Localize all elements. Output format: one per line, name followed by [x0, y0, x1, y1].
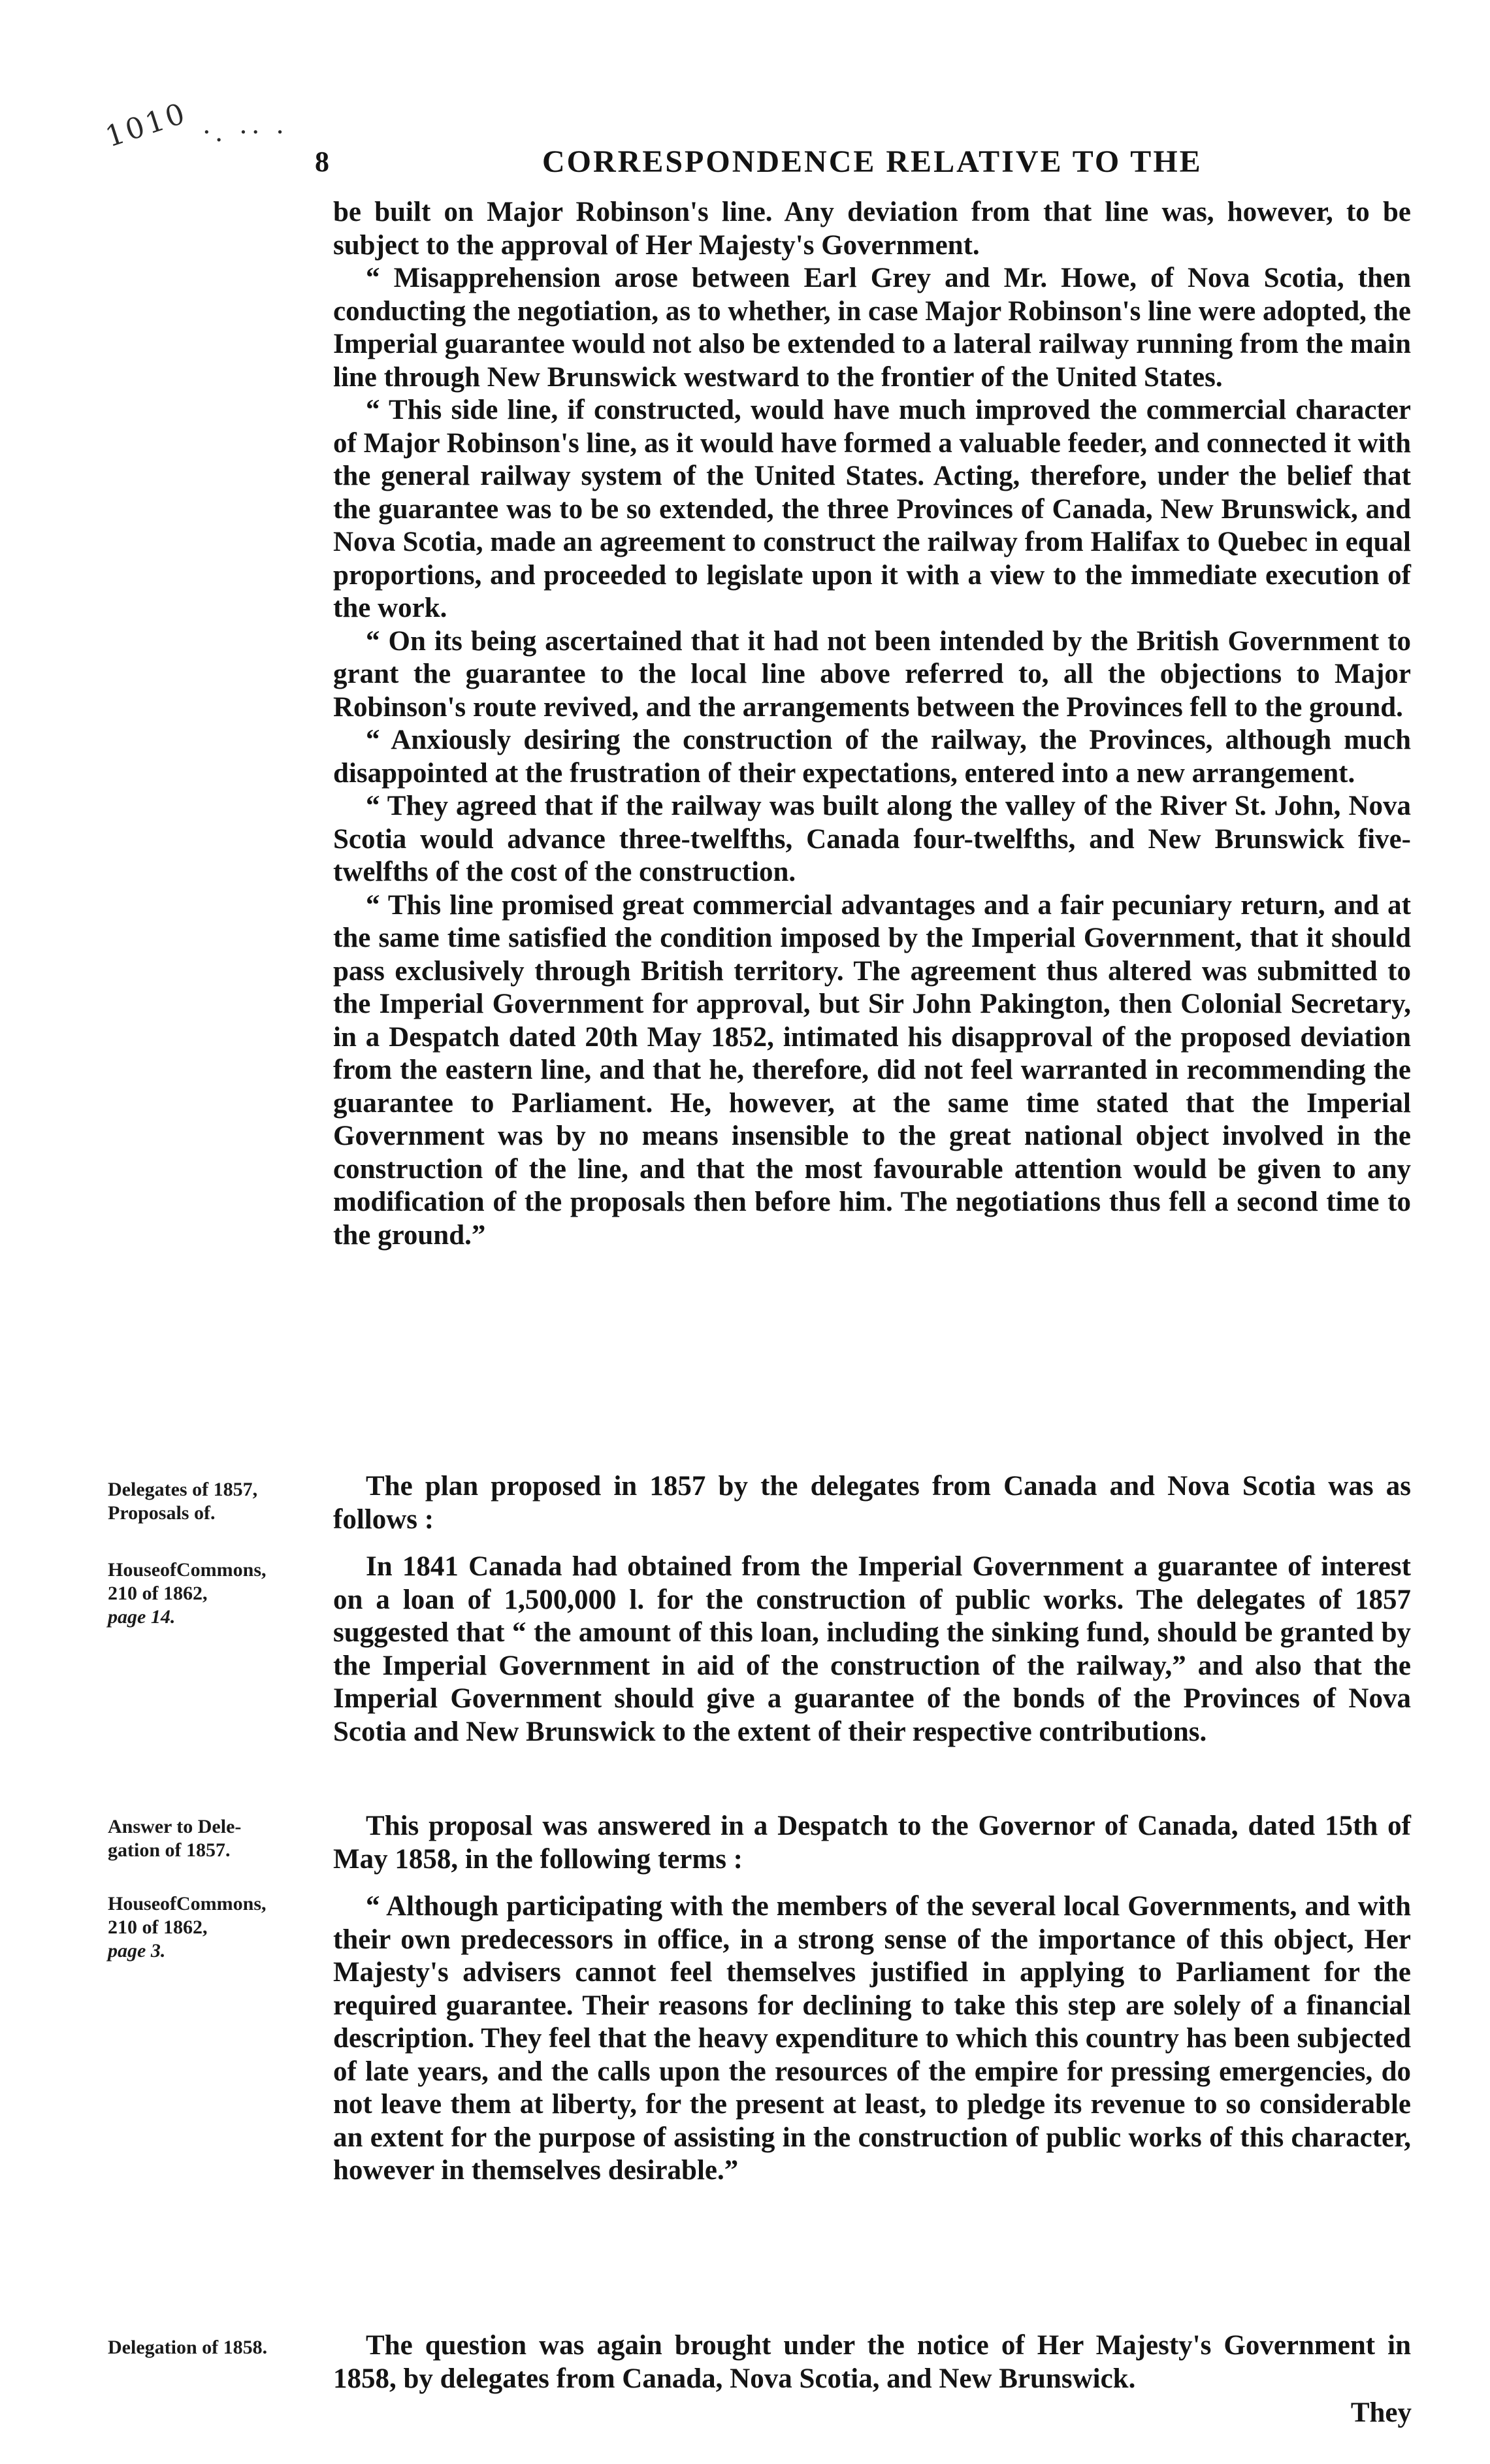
section-delegation-1858	[333, 2329, 1411, 2395]
section-despatch-answer	[333, 1810, 1411, 2188]
margin-note-delegates-1857: Delegates of 1857, Proposals of.	[108, 1479, 258, 1524]
paragraph: “ This side line, if constructed, would have much improved the commercial character of Major Robinson's line, as it would have formed a valuable feeder, and connected it with the general railway system of the United States. Acting, therefore, under the belief that the guarantee was to be so extended, the three Provinces of Canada, New Brunswick, and Nova Scotia, made an agreement to construct the railway from Halifax to Quebec in equal proportions, and proceeded to legislate upon it with a view to the immediate execution of the work.	[333, 395, 1411, 623]
margin-note-house-of-commons-1: HouseofCommons, 210 of 1862, page 14.	[108, 1559, 267, 1628]
paragraph: “ Although participating with the members of the several local Governments, and with their own predecessors in office, in a strong sense of the importance of this object, Her Majesty's advisers cannot feel themselves justified in applying to Parliament for the required guarantee. Their reasons for declining to take this step are solely of a financial description. They feel that the heavy expenditure to which this country has been subjected of late years, and the calls upon the resources of the empire for pressing emergencies, do not leave them at liberty, for the present at least, to pledge its revenue to so considerable an extent for the purpose of assisting in the construction of public works of this character, however in themselves desirable.”	[333, 1891, 1411, 2186]
paragraph: In 1841 Canada had obtained from the Imperial Government a guarantee of interest on a loan of 1,500,000 l. for the construction of public works. The delegates of 1857 suggested that “ the amount of this loan, including the sinking fund, should be granted by the Imperial Government in aid of the construction of the railway,” and also that the Imperial Government should give a guarantee of the bonds of the Provinces of Nova Scotia and New Brunswick to the extent of their respective contributions.	[333, 1551, 1411, 1747]
margin-note-delegation-1858: Delegation of 1858.	[108, 2337, 268, 2358]
margin-note-house-of-commons-2: HouseofCommons, 210 of 1862, page 3.	[108, 1893, 267, 1962]
handwritten-annotation	[101, 91, 320, 170]
paragraph: This proposal was answered in a Despatch to the Governor of Canada, dated 15th of May 1858, in the following terms :	[333, 1811, 1411, 1875]
paragraph: “ On its being ascertained that it had not been intended by the British Government to grant the guarantee to the local line above referred to, all the objections to Major Robinson's route revived, and the arrangements between the Provinces fell to the ground.	[333, 625, 1411, 723]
paragraph: “ They agreed that if the railway was built along the valley of the River St. John, Nova Scotia would advance three-twelfths, Canada four-twelfths, and New Brunswick five-twelfths of the cost of the construction.	[333, 791, 1411, 887]
paragraph: The question was again brought under the notice of Her Majesty's Government in 1858, by delegates from Canada, Nova Scotia, and New Brunswick.	[333, 2330, 1411, 2394]
paragraph: “ This line promised great commercial advantages and a fair pecuniary return, and at the same time satisfied the condition imposed by the Imperial Government, that it should pass exclusively through British territory. The agreement thus altered was submitted to the Imperial Government for approval, but Sir John Pakington, then Colonial Secretary, in a Despatch dated 20th May 1852, intimated his disapproval of the proposed deviation from the eastern line, and that he, therefore, did not feel warranted in recommending the guarantee to Parliament. He, however, at the same time stated that the Imperial Government was by no means insensible to the great national object involved in the construction of the line, and that the most favourable attention would be given to any modification of the proposals then before him. The negotiations thus fell a second time to the ground.”	[333, 889, 1411, 1251]
paragraph: be built on Major Robinson's line. Any deviation from that line was, however, to be subject to the approval of Her Majesty's Government.	[333, 197, 1411, 261]
section-plan-1857	[333, 1470, 1411, 1749]
catchword: They	[1350, 2397, 1412, 2428]
running-head: CORRESPONDENCE RELATIVE TO THE	[542, 144, 1203, 179]
paragraph: “ Anxiously desiring the construction of the railway, the Provinces, although much disappointed at the frustration of their expectations, entered into a new arrangement.	[333, 725, 1411, 789]
ink-marks: ·. ·· ·	[202, 118, 289, 148]
handwritten-number: 1010	[101, 96, 191, 154]
paragraph: The plan proposed in 1857 by the delegates from Canada and Nova Scotia was as follows :	[333, 1471, 1411, 1535]
section-quoted-narrative	[333, 196, 1411, 1252]
margin-note-answer: Answer to Dele- gation of 1857.	[108, 1816, 242, 1861]
page-number: 8	[315, 146, 329, 178]
paragraph: “ Misapprehension arose between Earl Grey and Mr. Howe, of Nova Scotia, then conducting the negotiation, as to whether, in case Major Robinson's line were adopted, the Imperial guarantee would not also be extended to a lateral railway running from the main line through New Brunswick westward to the frontier of the United States.	[333, 263, 1411, 393]
